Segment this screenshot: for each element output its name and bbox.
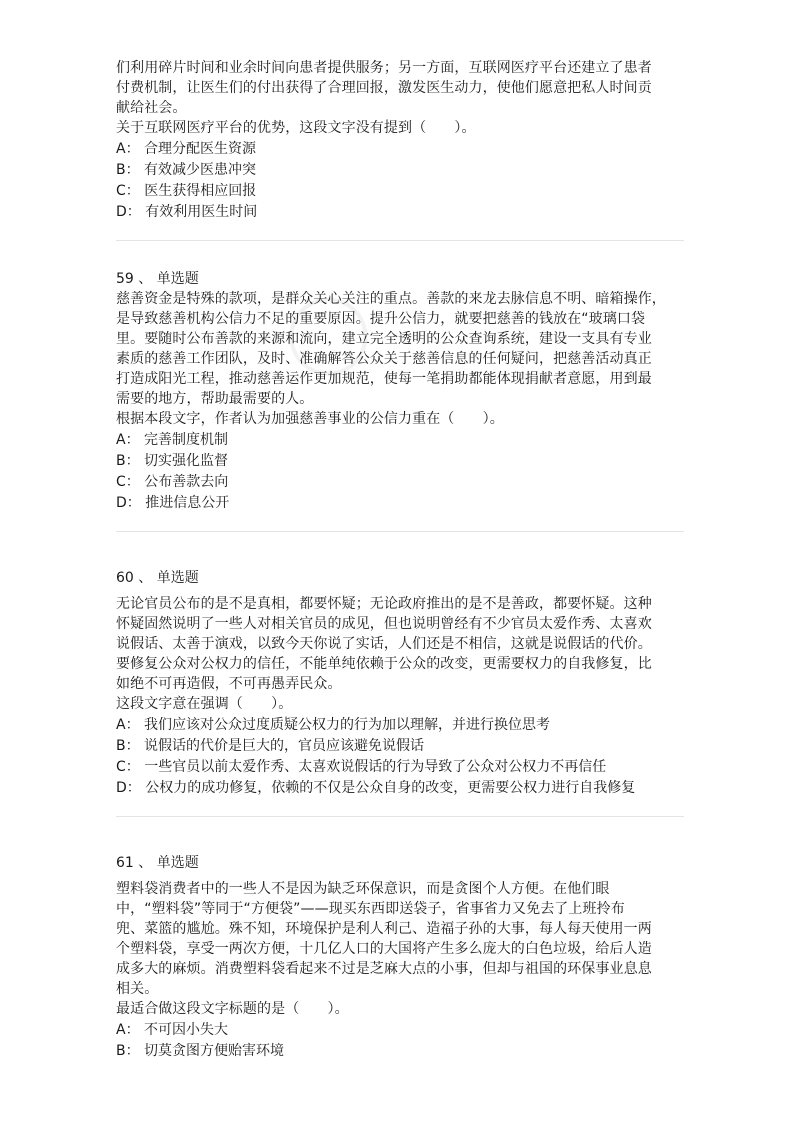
question-header: 60 、 单选题 xyxy=(116,570,199,586)
option-b[interactable]: B： 切实强化监督 xyxy=(116,453,229,469)
question-59 xyxy=(116,269,686,513)
question-60 xyxy=(116,568,686,798)
question-58-continuation xyxy=(116,58,686,222)
passage-line: 个塑料袋，享受一两次方便，十几亿人口的大国将产生多么庞大的白色垃圾，给后人造 xyxy=(116,941,652,957)
passage-line: 付费机制，让医生们的付出获得了合理回报，激发医生动力，使他们愿意把私人时间贡 xyxy=(116,80,652,96)
question-prompt: 这段文字意在强调（ ）。 xyxy=(116,696,293,712)
option-d[interactable]: D： 推进信息公开 xyxy=(116,495,230,511)
passage-line: 慈善资金是特殊的款项，是群众关心关注的重点。善款的来龙去脉信息不明、暗箱操作， xyxy=(116,291,666,307)
passage-line: 素质的慈善工作团队，及时、准确解答公众关于慈善信息的任何疑问，把慈善活动真正 xyxy=(116,351,652,367)
option-c[interactable]: C： 医生获得相应回报 xyxy=(116,183,257,199)
passage-line: 相关。 xyxy=(116,981,159,997)
question-prompt: 关于互联网医疗平台的优势，这段文字没有提到（ ）。 xyxy=(116,120,476,136)
passage-line: 如绝不可再造假，不可再愚弄民众。 xyxy=(116,676,342,692)
question-prompt: 最适合做这段文字标题的是（ ）。 xyxy=(116,1001,349,1017)
passage-line: 打造成阳光工程，推动慈善运作更加规范，使每一笔捐助都能体现捐献者意愿，用到最 xyxy=(116,371,652,387)
passage-line: 怀疑固然说明了一些人对相关官员的成见，但也说明曾经有不少官员太爱作秀、太喜欢 xyxy=(116,616,652,632)
passage-line: 们利用碎片时间和业余时间向患者提供服务；另一方面，互联网医疗平台还建立了患者 xyxy=(116,60,652,76)
passage-line: 是导致慈善机构公信力不足的重要原因。提升公信力，就要把慈善的钱放在“玻璃口袋 xyxy=(116,311,646,327)
option-c[interactable]: C： 公布善款去向 xyxy=(116,474,229,490)
passage-line: 需要的地方，帮助最需要的人。 xyxy=(116,391,314,407)
question-header: 59 、 单选题 xyxy=(116,271,199,287)
divider xyxy=(116,816,684,817)
passage-line: 无论官员公布的是不是真相，都要怀疑；无论政府推出的是不是善政，都要怀疑。这种 xyxy=(116,596,652,612)
question-header: 61 、 单选题 xyxy=(116,855,199,871)
page-content xyxy=(116,58,686,1061)
passage-line: 说假话、太善于演戏，以致今天你说了实话，人们还是不相信，这就是说假话的代价。 xyxy=(116,636,652,652)
question-prompt: 根据本段文字，作者认为加强慈善事业的公信力重在（ ）。 xyxy=(116,411,504,427)
passage-line: 中，“塑料袋”等同于“方便袋”——现买东西即送袋子，省事省力又免去了上班拎布 xyxy=(116,901,625,917)
option-b[interactable]: B： 说假话的代价是巨大的，官员应该避免说假话 xyxy=(116,738,425,754)
option-c[interactable]: C： 一些官员以前太爱作秀、太喜欢说假话的行为导致了公众对公权力不再信任 xyxy=(116,759,607,775)
option-d[interactable]: D： 公权力的成功修复，依赖的不仅是公众自身的改变，更需要公权力进行自我修复 xyxy=(116,780,636,796)
option-d[interactable]: D： 有效利用医生时间 xyxy=(116,204,258,220)
option-a[interactable]: A： 不可因小失大 xyxy=(116,1022,229,1038)
option-a[interactable]: A： 我们应该对公众过度质疑公权力的行为加以理解，并进行换位思考 xyxy=(116,717,551,733)
divider xyxy=(116,531,684,532)
divider xyxy=(116,240,684,241)
option-a[interactable]: A： 合理分配医生资源 xyxy=(116,141,257,157)
passage-line: 里。要随时公布善款的来源和流向，建立完全透明的公众查询系统，建设一支具有专业 xyxy=(116,331,652,347)
option-a[interactable]: A： 完善制度机制 xyxy=(116,432,229,448)
passage-line: 成多大的麻烦。消费塑料袋看起来不过是芝麻大点的小事，但却与祖国的环保事业息息 xyxy=(116,961,652,977)
passage-line: 要修复公众对公权力的信任，不能单纯依赖于公众的改变，更需要权力的自我修复，比 xyxy=(116,656,652,672)
passage-line: 兜、菜篮的尴尬。殊不知，环境保护是利人利己、造福子孙的大事，每人每天使用一两 xyxy=(116,921,652,937)
passage-line: 献给社会。 xyxy=(116,100,187,116)
question-61 xyxy=(116,853,686,1061)
option-b[interactable]: B： 切莫贪图方便贻害环境 xyxy=(116,1043,285,1059)
passage-line: 塑料袋消费者中的一些人不是因为缺乏环保意识，而是贪图个人方便。在他们眼 xyxy=(116,881,610,897)
option-b[interactable]: B： 有效减少医患冲突 xyxy=(116,162,257,178)
